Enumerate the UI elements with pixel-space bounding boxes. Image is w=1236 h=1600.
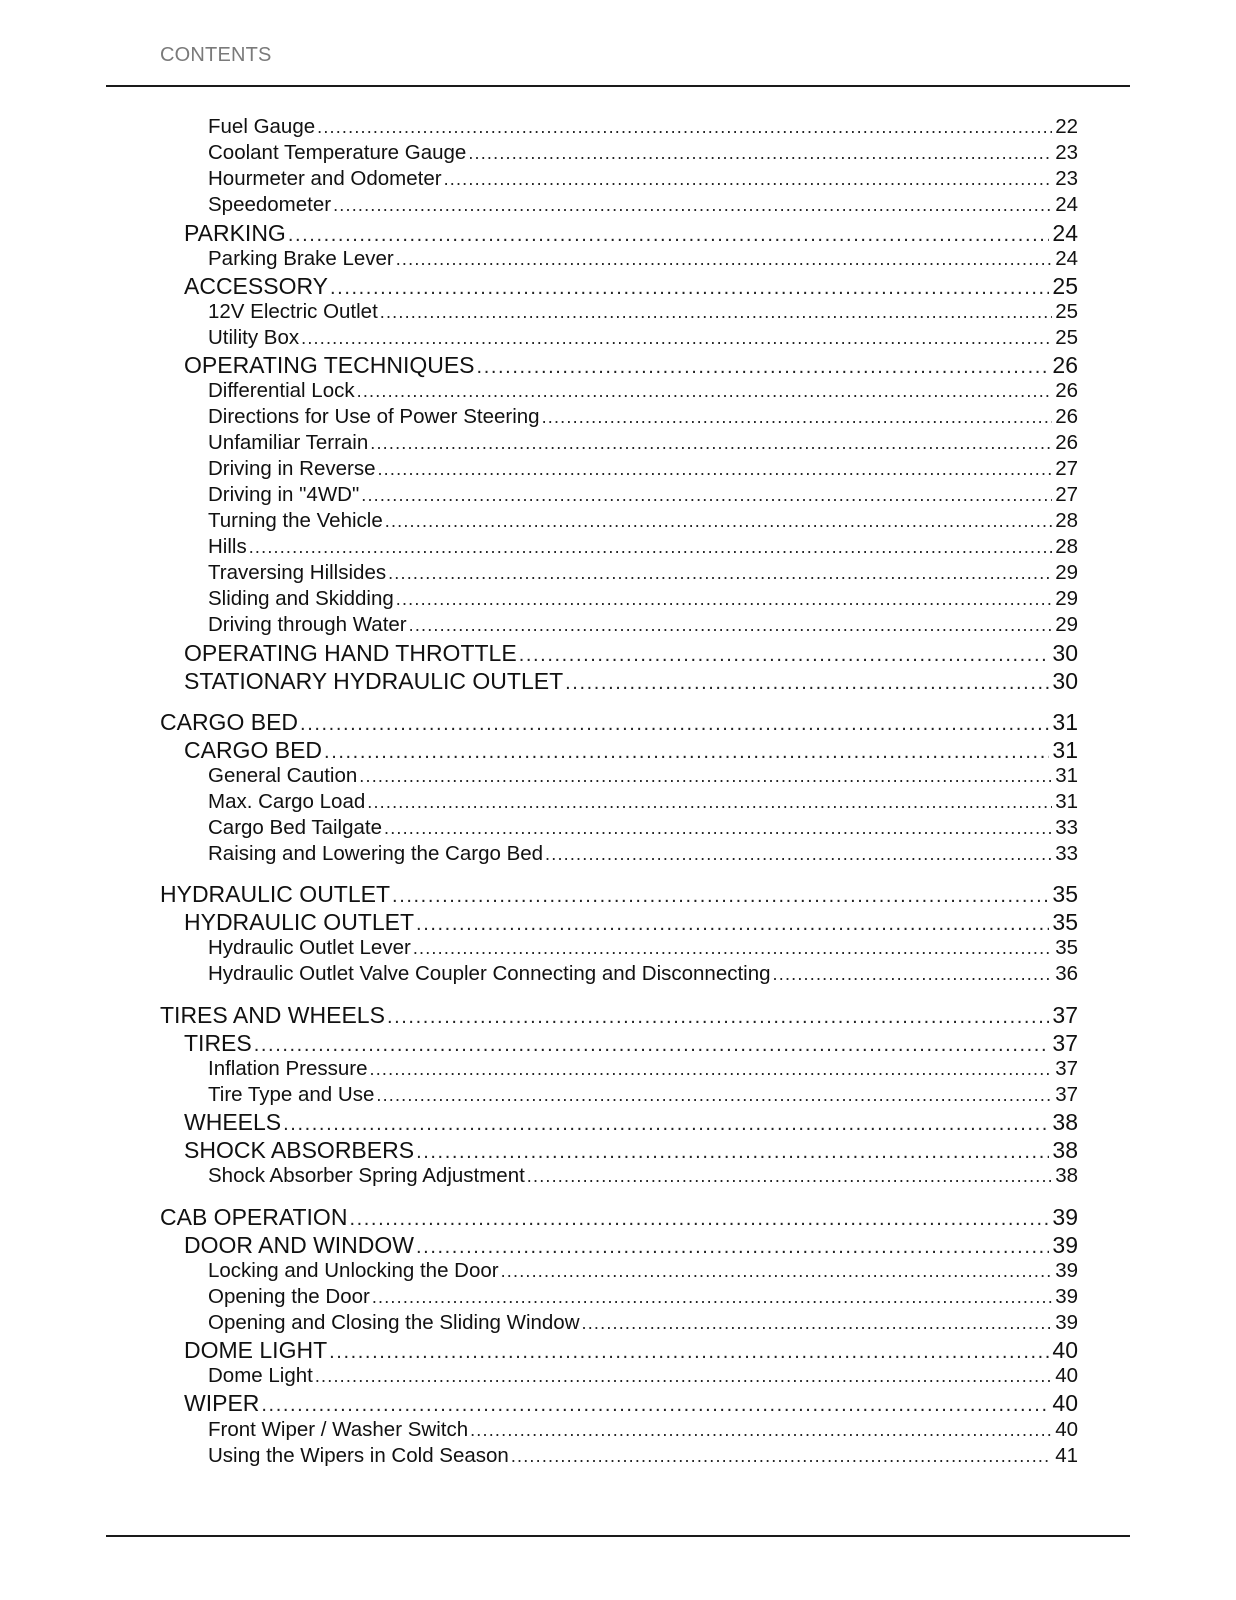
toc-page-number: 31 — [1052, 737, 1078, 763]
toc-entry-title: Dome Light — [208, 1364, 313, 1387]
toc-page-number: 35 — [1052, 909, 1078, 935]
toc-entry[interactable] — [208, 1444, 1078, 1468]
toc-entry[interactable] — [184, 220, 1078, 247]
toc-entry[interactable] — [208, 587, 1078, 611]
toc-dot-leader — [542, 407, 1053, 428]
page-header-title: CONTENTS — [160, 44, 272, 66]
toc-entry[interactable] — [184, 668, 1078, 695]
toc-entry[interactable] — [184, 1337, 1078, 1364]
toc-entry[interactable] — [208, 1083, 1078, 1107]
toc-entry[interactable] — [208, 326, 1078, 350]
toc-dot-leader — [384, 818, 1052, 839]
toc-dot-leader — [283, 1113, 1049, 1136]
toc-entry[interactable] — [208, 936, 1078, 960]
toc-entry[interactable] — [208, 247, 1078, 271]
toc-dot-leader — [377, 459, 1052, 480]
toc-dot-leader — [376, 1085, 1052, 1106]
toc-entry-title: Hills — [208, 535, 247, 558]
toc-entry[interactable] — [208, 561, 1078, 585]
toc-entry-title: Shock Absorber Spring Adjustment — [208, 1164, 525, 1187]
toc-page-number: 30 — [1052, 668, 1078, 694]
toc-entry[interactable] — [208, 300, 1078, 324]
toc-dot-leader — [470, 1420, 1052, 1441]
toc-page-number: 31 — [1052, 709, 1078, 735]
toc-page-number: 37 — [1052, 1002, 1078, 1028]
toc-entry-title: 12V Electric Outlet — [208, 300, 378, 323]
toc-entry-title: DOOR AND WINDOW — [184, 1232, 414, 1258]
toc-entry[interactable] — [208, 1418, 1078, 1442]
toc-entry-title: Tire Type and Use — [208, 1083, 375, 1106]
toc-entry-title: Parking Brake Lever — [208, 247, 394, 270]
toc-entry[interactable] — [208, 535, 1078, 559]
toc-dot-leader — [288, 224, 1050, 247]
toc-entry-title: Traversing Hillsides — [208, 561, 387, 584]
toc-page-number: 40 — [1052, 1390, 1078, 1416]
toc-page-number: 33 — [1055, 816, 1078, 839]
toc-entry[interactable] — [160, 709, 1078, 736]
toc-entry-title: Inflation Pressure — [208, 1057, 368, 1080]
toc-page-number: 37 — [1055, 1057, 1078, 1080]
toc-entry[interactable] — [208, 764, 1078, 788]
toc-page-number: 40 — [1052, 1337, 1078, 1363]
toc-dot-leader — [444, 169, 1053, 190]
toc-entry-title: Unfamiliar Terrain — [208, 431, 369, 454]
toc-page-number: 31 — [1055, 790, 1078, 813]
toc-entry[interactable] — [208, 1285, 1078, 1309]
toc-dot-leader — [501, 1261, 1053, 1282]
toc-entry-title: Fuel Gauge — [208, 115, 316, 138]
toc-dot-leader — [370, 1059, 1053, 1080]
toc-dot-leader — [385, 511, 1052, 532]
toc-page-number: 30 — [1052, 640, 1078, 666]
toc-dot-leader — [254, 1034, 1050, 1057]
toc-entry[interactable] — [184, 1232, 1078, 1259]
toc-entry[interactable] — [184, 1137, 1078, 1164]
toc-entry-title: Driving in "4WD" — [208, 483, 360, 506]
toc-entry-title: Coolant Temperature Gauge — [208, 141, 467, 164]
toc-dot-leader — [372, 1287, 1052, 1308]
toc-entry[interactable] — [208, 1164, 1078, 1188]
toc-entry-title: Driving in Reverse — [208, 457, 376, 480]
toc-entry-title: Using the Wipers in Cold Season — [208, 1444, 509, 1467]
toc-entry-title: Sliding and Skidding — [208, 587, 394, 610]
toc-entry-title: Hydraulic Outlet Valve Coupler Connecting and Disconnecting — [208, 962, 771, 985]
toc-entry-title: Opening and Closing the Sliding Window — [208, 1311, 580, 1334]
toc-entry-title: OPERATING TECHNIQUES — [184, 352, 475, 378]
toc-entry[interactable] — [208, 962, 1078, 986]
toc-dot-leader — [392, 885, 1049, 908]
toc-dot-leader — [367, 792, 1052, 813]
toc-entry[interactable] — [208, 115, 1078, 139]
toc-entry[interactable] — [208, 457, 1078, 481]
toc-page-number: 23 — [1055, 141, 1078, 164]
toc-dot-leader — [416, 1236, 1049, 1259]
toc-page-number: 39 — [1055, 1259, 1078, 1282]
toc-page-number: 26 — [1055, 405, 1078, 428]
toc-page-number: 24 — [1055, 247, 1078, 270]
toc-page-number: 39 — [1052, 1232, 1078, 1258]
toc-dot-leader — [317, 117, 1052, 138]
toc-entry-title: CARGO BED — [184, 737, 323, 763]
toc-entry-title: TIRES AND WHEELS — [160, 1002, 385, 1028]
toc-dot-leader — [416, 913, 1049, 936]
toc-entry[interactable] — [184, 1109, 1078, 1136]
toc-entry-title: Utility Box — [208, 326, 300, 349]
toc-dot-leader — [301, 328, 1052, 349]
toc-entry-title: Speedometer — [208, 193, 332, 216]
toc-page-number: 27 — [1055, 483, 1078, 506]
toc-entry[interactable] — [208, 613, 1078, 637]
toc-entry[interactable] — [184, 273, 1078, 300]
toc-dot-leader — [324, 741, 1049, 764]
toc-dot-leader — [315, 1366, 1052, 1387]
toc-entry[interactable] — [208, 842, 1078, 866]
toc-entry[interactable] — [208, 790, 1078, 814]
toc-page-number: 39 — [1055, 1311, 1078, 1334]
toc-page-number: 24 — [1055, 193, 1078, 216]
toc-entry-title: OPERATING HAND THROTTLE — [184, 640, 517, 666]
toc-dot-leader — [361, 485, 1052, 506]
toc-entry-title: WHEELS — [184, 1109, 282, 1135]
toc-page-number: 29 — [1055, 613, 1078, 636]
toc-entry-title: ACCESSORY — [184, 273, 329, 299]
toc-entry-title: Hourmeter and Odometer — [208, 167, 442, 190]
toc-entry[interactable] — [208, 193, 1078, 217]
toc-dot-leader — [565, 672, 1049, 695]
toc-dot-leader — [329, 1341, 1049, 1364]
footer-divider — [106, 1535, 1130, 1537]
toc-entry[interactable] — [208, 1259, 1078, 1283]
toc-entry-title: Max. Cargo Load — [208, 790, 366, 813]
toc-page-number: 29 — [1055, 561, 1078, 584]
toc-entry[interactable] — [208, 141, 1078, 165]
toc-entry-title: Directions for Use of Power Steering — [208, 405, 540, 428]
toc-dot-leader — [370, 433, 1052, 454]
toc-entry[interactable] — [208, 1364, 1078, 1388]
toc-page-number: 26 — [1052, 352, 1078, 378]
toc-entry[interactable] — [184, 737, 1078, 764]
toc-page-number: 38 — [1055, 1164, 1078, 1187]
toc-page-number: 35 — [1052, 881, 1078, 907]
toc-entry-title: Turning the Vehicle — [208, 509, 383, 532]
toc-entry-title: TIRES — [184, 1030, 252, 1056]
toc-page-number: 40 — [1055, 1364, 1078, 1387]
toc-dot-leader — [477, 356, 1050, 379]
toc-page-number: 35 — [1055, 936, 1078, 959]
toc-entry[interactable] — [208, 167, 1078, 191]
toc-dot-leader — [396, 249, 1052, 270]
toc-page-number: 27 — [1055, 457, 1078, 480]
toc-dot-leader — [300, 713, 1049, 736]
toc-dot-leader — [333, 195, 1052, 216]
toc-page-number: 33 — [1055, 842, 1078, 865]
toc-dot-leader — [527, 1166, 1052, 1187]
toc-entry-title: HYDRAULIC OUTLET — [160, 881, 391, 907]
toc-entry[interactable] — [160, 1204, 1078, 1231]
toc-entry[interactable] — [208, 483, 1078, 507]
toc-entry[interactable] — [184, 352, 1078, 379]
toc-entry[interactable] — [208, 509, 1078, 533]
toc-page-number: 28 — [1055, 509, 1078, 532]
toc-entry[interactable] — [184, 1390, 1078, 1417]
toc-page-number: 28 — [1055, 535, 1078, 558]
toc-page-number: 31 — [1055, 764, 1078, 787]
toc-dot-leader — [545, 844, 1052, 865]
toc-entry-title: HYDRAULIC OUTLET — [184, 909, 415, 935]
toc-entry[interactable] — [160, 1002, 1078, 1029]
toc-entry-title: Raising and Lowering the Cargo Bed — [208, 842, 544, 865]
toc-dot-leader — [359, 766, 1052, 787]
toc-dot-leader — [396, 589, 1052, 610]
toc-entry[interactable] — [208, 431, 1078, 455]
toc-page-number: 38 — [1052, 1109, 1078, 1135]
toc-page-number: 24 — [1052, 220, 1078, 246]
toc-entry[interactable] — [184, 640, 1078, 667]
toc-entry-title: Locking and Unlocking the Door — [208, 1259, 499, 1282]
toc-dot-leader — [773, 964, 1053, 985]
toc-dot-leader — [582, 1313, 1053, 1334]
toc-page-number: 29 — [1055, 587, 1078, 610]
toc-entry[interactable] — [208, 1057, 1078, 1081]
toc-page-number: 22 — [1055, 115, 1078, 138]
toc-entry-title: Differential Lock — [208, 379, 355, 402]
toc-entry[interactable] — [208, 1311, 1078, 1335]
header-divider — [106, 85, 1130, 87]
toc-page-number: 39 — [1052, 1204, 1078, 1230]
toc-page-number: 40 — [1055, 1418, 1078, 1441]
toc-dot-leader — [380, 302, 1052, 323]
toc-page-number: 36 — [1055, 962, 1078, 985]
toc-entry-title: PARKING — [184, 220, 286, 246]
toc-dot-leader — [261, 1394, 1049, 1417]
toc-page-number: 25 — [1055, 300, 1078, 323]
toc-entry-title: Driving through Water — [208, 613, 407, 636]
toc-entry-title: STATIONARY HYDRAULIC OUTLET — [184, 668, 564, 694]
toc-page-number: 38 — [1052, 1137, 1078, 1163]
toc-entry[interactable] — [184, 1030, 1078, 1057]
toc-page-number: 25 — [1055, 326, 1078, 349]
toc-dot-leader — [409, 615, 1053, 636]
toc-dot-leader — [330, 277, 1049, 300]
toc-entry-title: CARGO BED — [160, 709, 299, 735]
toc-page-number: 37 — [1052, 1030, 1078, 1056]
toc-entry-title: SHOCK ABSORBERS — [184, 1137, 415, 1163]
toc-page-number: 26 — [1055, 431, 1078, 454]
toc-entry[interactable] — [208, 405, 1078, 429]
toc-dot-leader — [416, 1141, 1049, 1164]
toc-entry-title: DOME LIGHT — [184, 1337, 328, 1363]
toc-dot-leader — [349, 1208, 1049, 1231]
toc-page-number: 37 — [1055, 1083, 1078, 1106]
toc-page-number: 39 — [1055, 1285, 1078, 1308]
toc-entry[interactable] — [160, 881, 1078, 908]
toc-entry[interactable] — [208, 816, 1078, 840]
toc-entry-title: CAB OPERATION — [160, 1204, 348, 1230]
toc-dot-leader — [511, 1446, 1052, 1467]
toc-page-number: 25 — [1052, 273, 1078, 299]
toc-entry-title: General Caution — [208, 764, 358, 787]
toc-entry[interactable] — [208, 379, 1078, 403]
toc-page-number: 23 — [1055, 167, 1078, 190]
toc-dot-leader — [413, 938, 1052, 959]
toc-entry-title: Front Wiper / Washer Switch — [208, 1418, 469, 1441]
toc-entry[interactable] — [184, 909, 1078, 936]
toc-dot-leader — [519, 644, 1050, 667]
toc-dot-leader — [387, 1006, 1049, 1029]
toc-page-number: 41 — [1055, 1444, 1078, 1467]
toc-dot-leader — [388, 563, 1052, 584]
toc-entry-title: WIPER — [184, 1390, 260, 1416]
toc-entry-title: Hydraulic Outlet Lever — [208, 936, 411, 959]
toc-page-number: 26 — [1055, 379, 1078, 402]
toc-dot-leader — [249, 537, 1052, 558]
toc-dot-leader — [357, 381, 1053, 402]
toc-entry-title: Cargo Bed Tailgate — [208, 816, 382, 839]
toc-dot-leader — [468, 143, 1052, 164]
toc-entry-title: Opening the Door — [208, 1285, 370, 1308]
